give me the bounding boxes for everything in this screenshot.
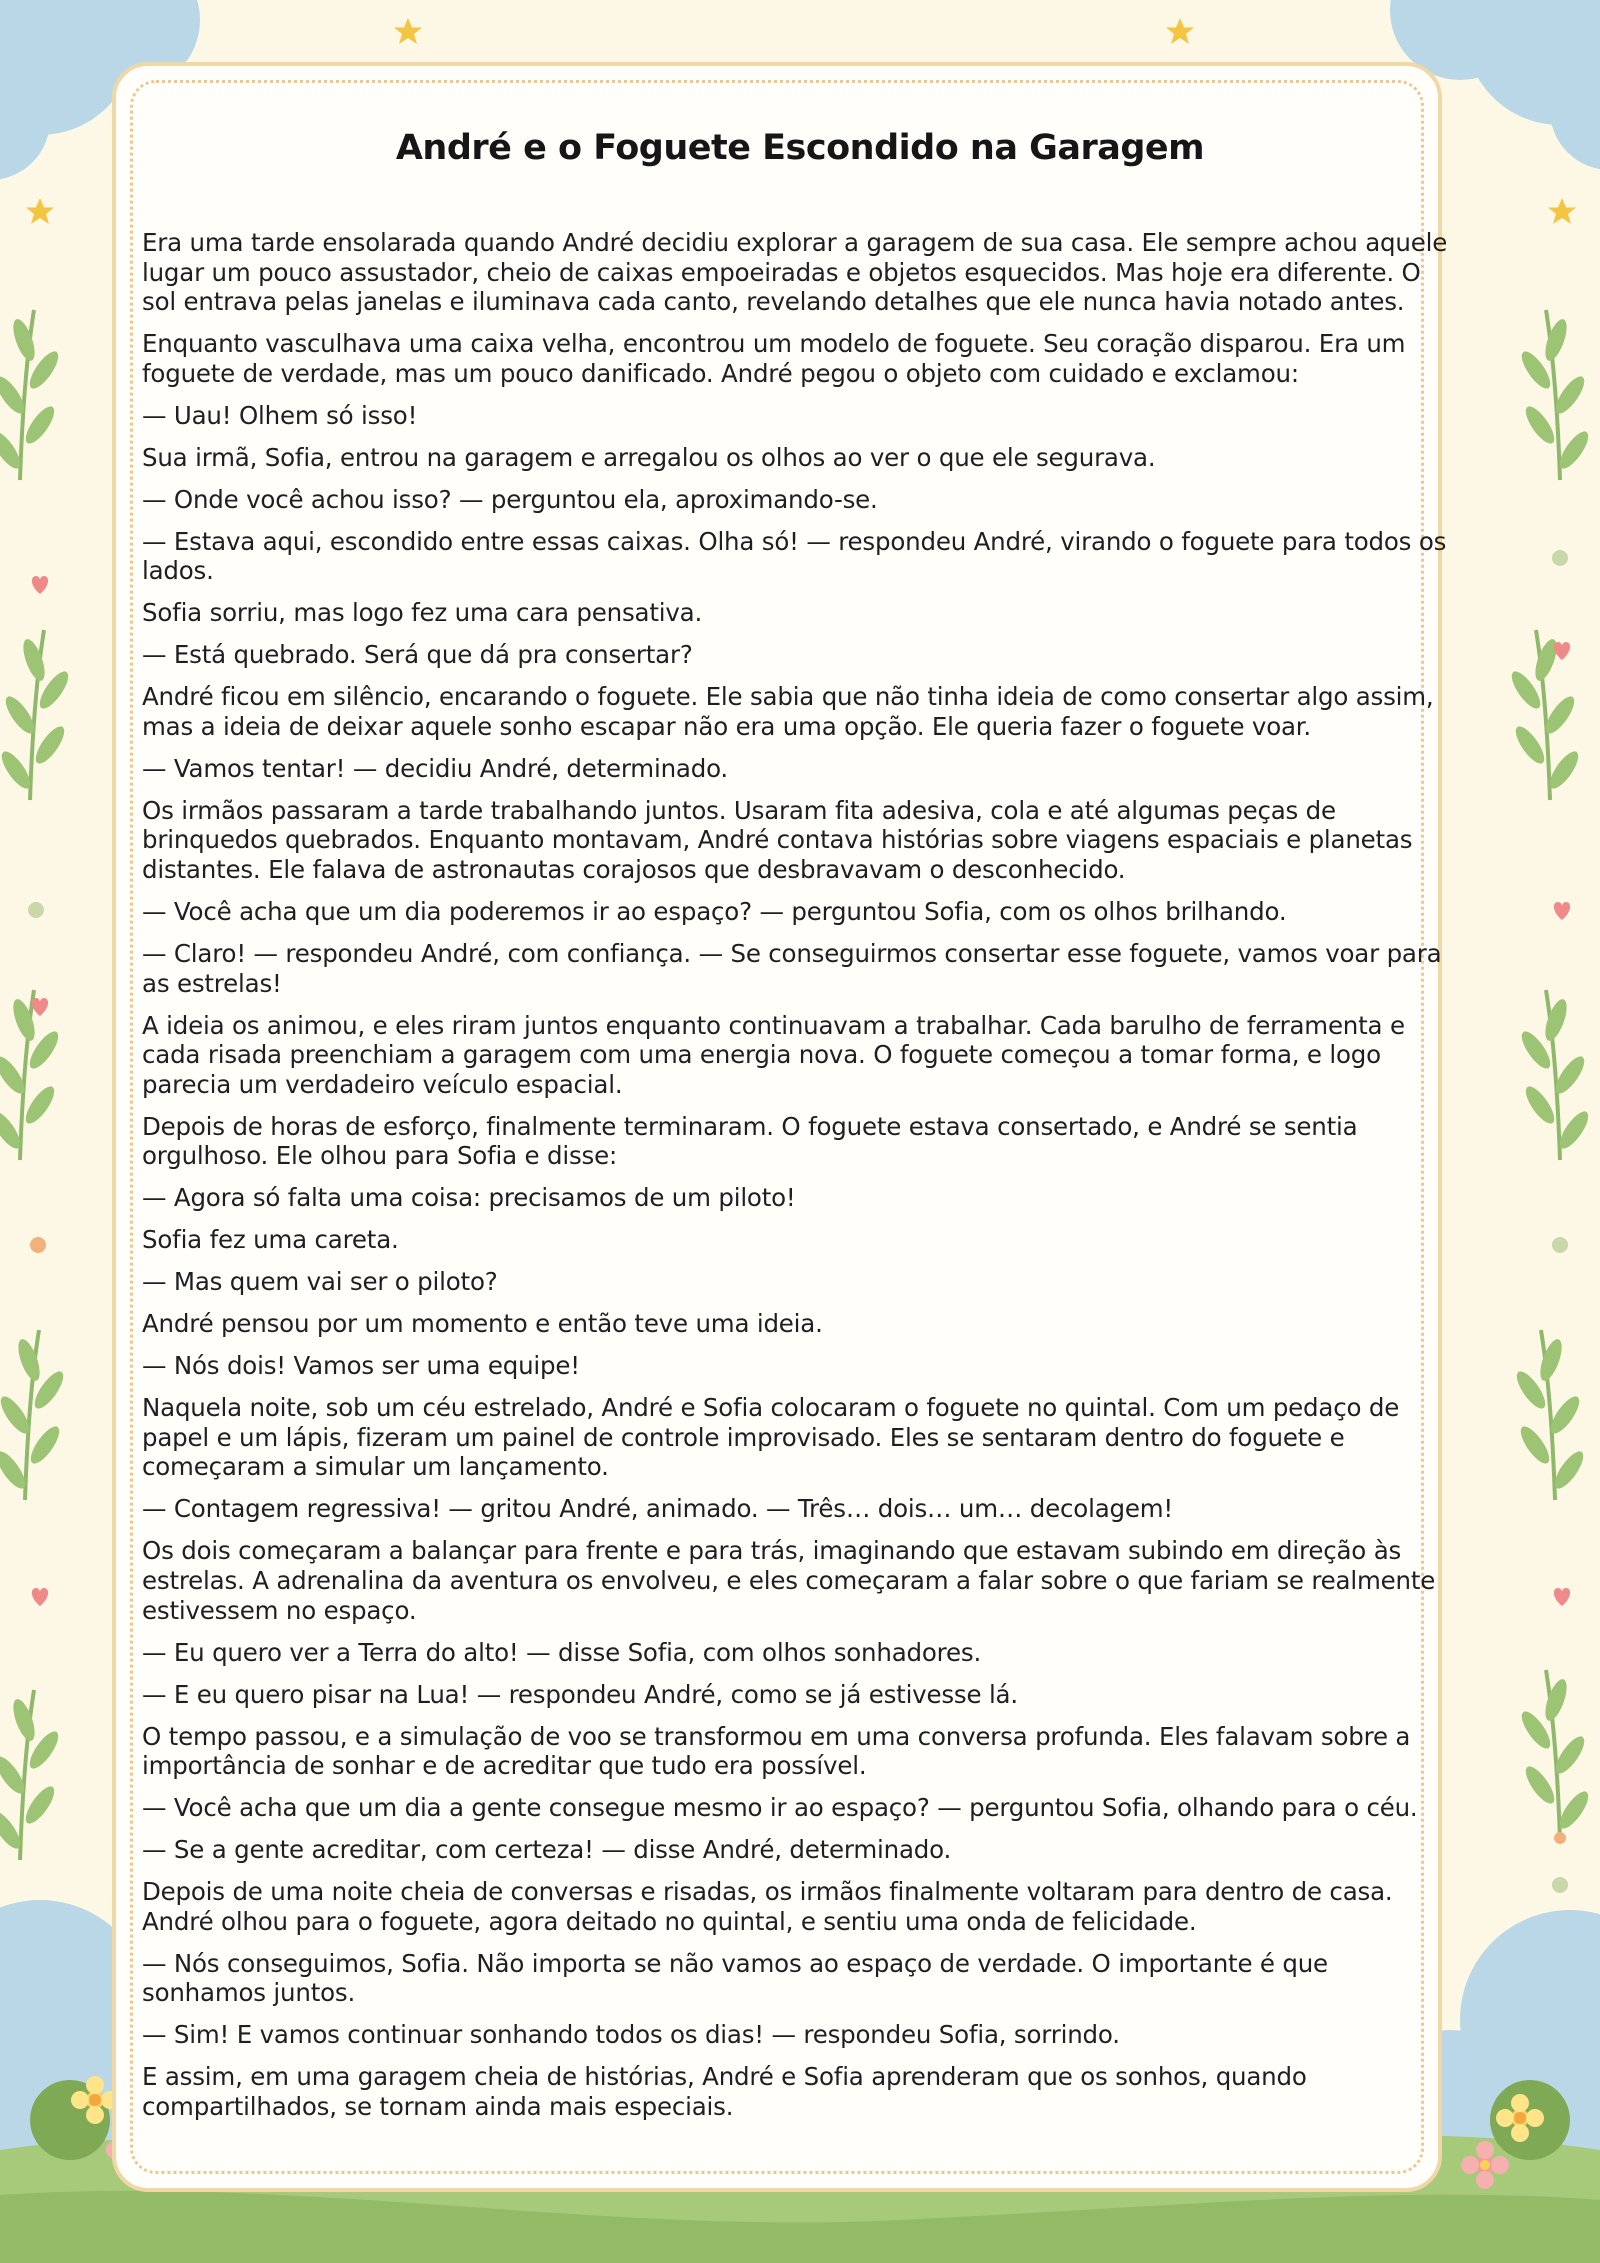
story-paragraph: — Está quebrado. Será que dá pra consertar? [142,640,693,670]
story-paragraph: Era uma tarde ensolarada quando André decidiu explorar a garagem de sua casa. Ele sempre achou aquele lugar um pouco assustador, cheio de caixas empoeiradas e objetos esquecidos. Mas hoje era diferente. O sol entrava pelas janelas e iluminava cada canto, revelando detalhes que ele nunca havia notado antes. [142,228,1448,317]
story-paragraph: Os dois começaram a balançar para frente e para trás, imaginando que estavam subindo em direção às estrelas. A adrenalina da aventura os envolveu, e eles começaram a falar sobre o que fariam se realmente estivessem no espaço. [142,1536,1436,1625]
story-text [142,228,1452,2134]
story-paragraph: — Você acha que um dia poderemos ir ao espaço? — perguntou Sofia, com os olhos brilhando. [142,896,1287,926]
story-paragraph: Naquela noite, sob um céu estrelado, André e Sofia colocaram o foguete no quintal. Com um pedaço de papel e um lápis, fizeram um painel de controle improvisado. Eles se sentaram dentro do foguete e começaram a simular um lançamento. [142,1393,1400,1482]
story-paragraph: — Você acha que um dia a gente consegue mesmo ir ao espaço? — perguntou Sofia, olhando para o céu. [142,1793,1418,1823]
story-paragraph: Sua irmã, Sofia, entrou na garagem e arregalou os olhos ao ver o que ele segurava. [142,442,1156,472]
story-paragraph: — Eu quero ver a Terra do alto! — disse Sofia, com olhos sonhadores. [142,1637,982,1667]
story-paragraph: André pensou por um momento e então teve uma ideia. [142,1309,823,1339]
story-title: André e o Foguete Escondido na Garagem [395,128,1205,168]
story-paragraph: — Se a gente acreditar, com certeza! — disse André, determinado. [142,1835,952,1865]
story-paragraph: — Agora só falta uma coisa: precisamos de um piloto! [142,1183,796,1213]
story-paragraph: Depois de horas de esforço, finalmente terminaram. O foguete estava consertado, e André se sentia orgulhoso. Ele olhou para Sofia e disse: [142,1111,1358,1171]
story-paragraph: — Vamos tentar! — decidiu André, determinado. [142,753,729,783]
story-paragraph: — Mas quem vai ser o piloto? [142,1267,498,1297]
story-paragraph: — Estava aqui, escondido entre essas caixas. Olha só! — respondeu André, virando o foguete para todos os lados. [142,526,1447,586]
story-paragraph: E assim, em uma garagem cheia de histórias, André e Sofia aprenderam que os sonhos, quando compartilhados, se tornam ainda mais especiais. [142,2062,1307,2121]
story-paragraph: — Nós dois! Vamos ser uma equipe! [142,1351,580,1381]
story-paragraph: Sofia fez uma careta. [142,1225,399,1255]
story-paragraph: Sofia sorriu, mas logo fez uma cara pensativa. [142,598,703,628]
story-paragraph: Os irmãos passaram a tarde trabalhando juntos. Usaram fita adesiva, cola e até algumas peças de brinquedos quebrados. Enquanto montavam, André contava histórias sobre viagens espaciais e planetas distantes. Ele falava de astronautas corajosos que desbravavam o desconhecido. [142,795,1413,884]
story-paragraph: — E eu quero pisar na Lua! — respondeu André, como se já estivesse lá. [142,1679,1018,1709]
story-paragraph: — Onde você achou isso? — perguntou ela, aproximando-se. [142,484,878,514]
story-paragraph: — Nós conseguimos, Sofia. Não importa se não vamos ao espaço de verdade. O importante é que sonhamos juntos. [142,1948,1328,2008]
story-paragraph: Enquanto vasculhava uma caixa velha, encontrou um modelo de foguete. Seu coração disparou. Era um foguete de verdade, mas um pouco danificado. André pegou o objeto com cuidado e exclamou: [142,329,1406,388]
story-paragraph: O tempo passou, e a simulação de voo se transformou em uma conversa profunda. Eles falavam sobre a importância de sonhar e de acreditar que tudo era possível. [142,1721,1411,1781]
story-paragraph: — Sim! E vamos continuar sonhando todos os dias! — respondeu Sofia, sorrindo. [142,2020,1120,2050]
story-paragraph: — Claro! — respondeu André, com confiança. — Se conseguirmos consertar esse foguete, vamos voar para as estrelas! [142,938,1442,998]
story-paragraph: — Uau! Olhem só isso! [142,400,418,430]
story-paragraph: — Contagem regressiva! — gritou André, animado. — Três… dois… um… decolagem! [142,1494,1174,1524]
story-paragraph: A ideia os animou, e eles riram juntos enquanto continuavam a trabalhar. Cada barulho de ferramenta e cada risada preenchiam a garagem com uma energia nova. O foguete começou a tomar forma, e logo parecia um verdadeiro veículo espacial. [142,1010,1405,1099]
story-paragraph: André ficou em silêncio, encarando o foguete. Ele sabia que não tinha ideia de como consertar algo assim, mas a ideia de deixar aquele sonho escapar não era uma opção. Ele queria fazer o foguete voar. [142,682,1434,741]
story-paragraph: Depois de uma noite cheia de conversas e risadas, os irmãos finalmente voltaram para dentro de casa. André olhou para o foguete, agora deitado no quintal, e sentiu uma onda de felicidade. [142,1877,1393,1936]
